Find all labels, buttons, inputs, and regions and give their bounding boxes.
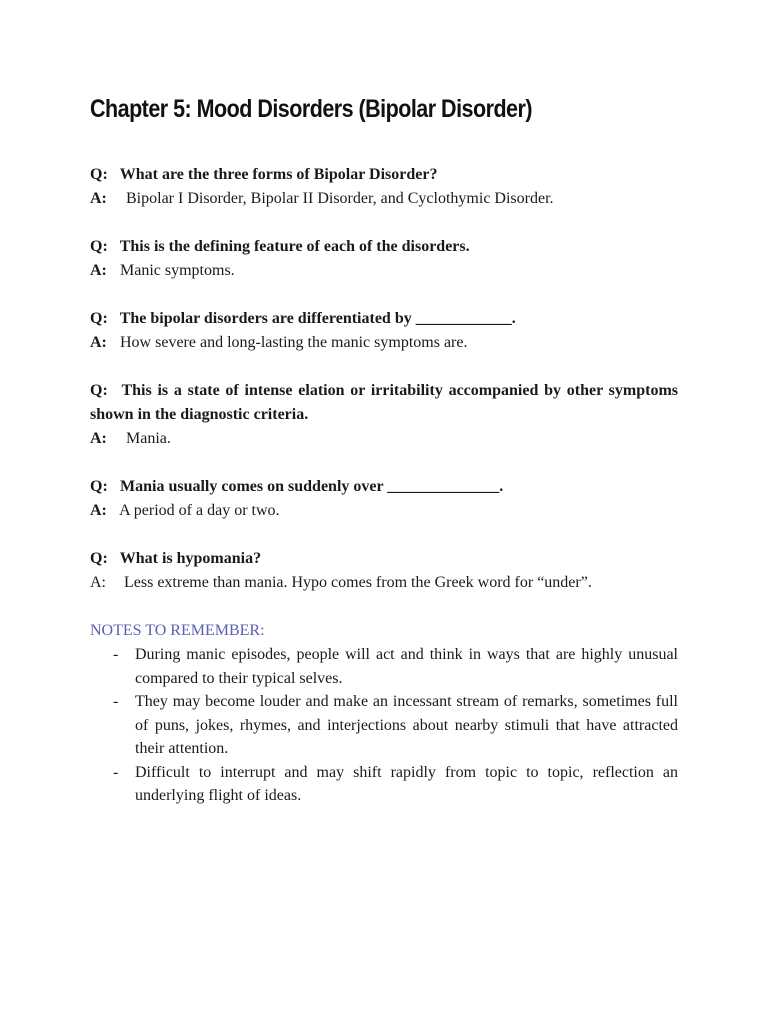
- question-text: What are the three forms of Bipolar Disorder?: [119, 166, 438, 183]
- note-text: During manic episodes, people will act and think in ways that are highly unusual compared to their typical selves.: [135, 646, 678, 687]
- answer-text: How severe and long-lasting the manic symptoms are.: [120, 334, 468, 351]
- bullet-dash: -: [113, 763, 119, 781]
- answer-prefix: A:: [90, 190, 107, 207]
- bullet-dash: -: [113, 693, 119, 710]
- answer-prefix: A:: [90, 574, 106, 591]
- answer-line: [90, 427, 678, 451]
- document-page: [90, 92, 678, 808]
- qa-item: [90, 235, 678, 283]
- question-line: [90, 307, 678, 331]
- question-prefix: Q:: [90, 238, 108, 255]
- question-text: The bipolar disorders are differentiated by ____________.: [119, 310, 516, 327]
- answer-prefix: A:: [90, 430, 107, 447]
- answer-line: [90, 331, 678, 355]
- question-prefix: Q:: [90, 382, 108, 399]
- question-text: This is a state of intense elation or irritability accompanied by other symptoms shown in the diagnostic criteria.: [90, 382, 679, 423]
- answer-line: [90, 259, 678, 283]
- answer-prefix: A:: [90, 262, 107, 279]
- answer-prefix: A:: [90, 334, 107, 351]
- answer-text: Bipolar I Disorder, Bipolar II Disorder, and Cyclothymic Disorder.: [126, 190, 554, 207]
- question-prefix: Q:: [90, 166, 108, 183]
- chapter-title: Chapter 5: Mood Disorders (Bipolar Disorder): [90, 95, 532, 123]
- notes-section: [90, 619, 678, 808]
- answer-line: [90, 571, 678, 595]
- answer-text: Manic symptoms.: [120, 262, 235, 279]
- question-text: Mania usually comes on suddenly over ______________.: [120, 478, 504, 495]
- answer-text: A period of a day or two.: [119, 502, 280, 519]
- list-item: [90, 643, 678, 690]
- question-prefix: Q:: [90, 310, 108, 327]
- answer-text: Less extreme than mania. Hypo comes from the Greek word for “under”.: [124, 574, 592, 591]
- question-text: What is hypomania?: [119, 550, 262, 567]
- answer-line: [90, 187, 678, 211]
- note-text: They may become louder and make an incessant stream of remarks, sometimes full of puns, jokes, rhymes, and interjections about nearby stimuli that have attracted their attention.: [135, 693, 678, 757]
- notes-heading: NOTES TO REMEMBER:: [90, 622, 265, 639]
- note-text: Difficult to interrupt and may shift rapidly from topic to topic, reflection an underlying flight of ideas.: [135, 763, 678, 804]
- question-line: [90, 235, 678, 259]
- question-prefix: Q:: [90, 550, 108, 567]
- answer-text: Mania.: [126, 430, 171, 447]
- question-line: [90, 163, 678, 187]
- question-line: [90, 379, 678, 427]
- answer-line: [90, 499, 678, 523]
- qa-item: [90, 307, 678, 355]
- qa-item: [90, 379, 678, 451]
- qa-item: [90, 475, 678, 523]
- list-item: [90, 690, 678, 761]
- qa-item: [90, 163, 678, 211]
- bullet-dash: -: [113, 646, 119, 663]
- list-item: [90, 761, 678, 808]
- question-line: [90, 547, 678, 571]
- qa-item: [90, 547, 678, 595]
- notes-list: [90, 643, 678, 808]
- question-text: This is the defining feature of each of the disorders.: [119, 238, 470, 255]
- question-line: [90, 475, 678, 499]
- question-prefix: Q:: [90, 478, 108, 495]
- answer-prefix: A:: [90, 502, 107, 519]
